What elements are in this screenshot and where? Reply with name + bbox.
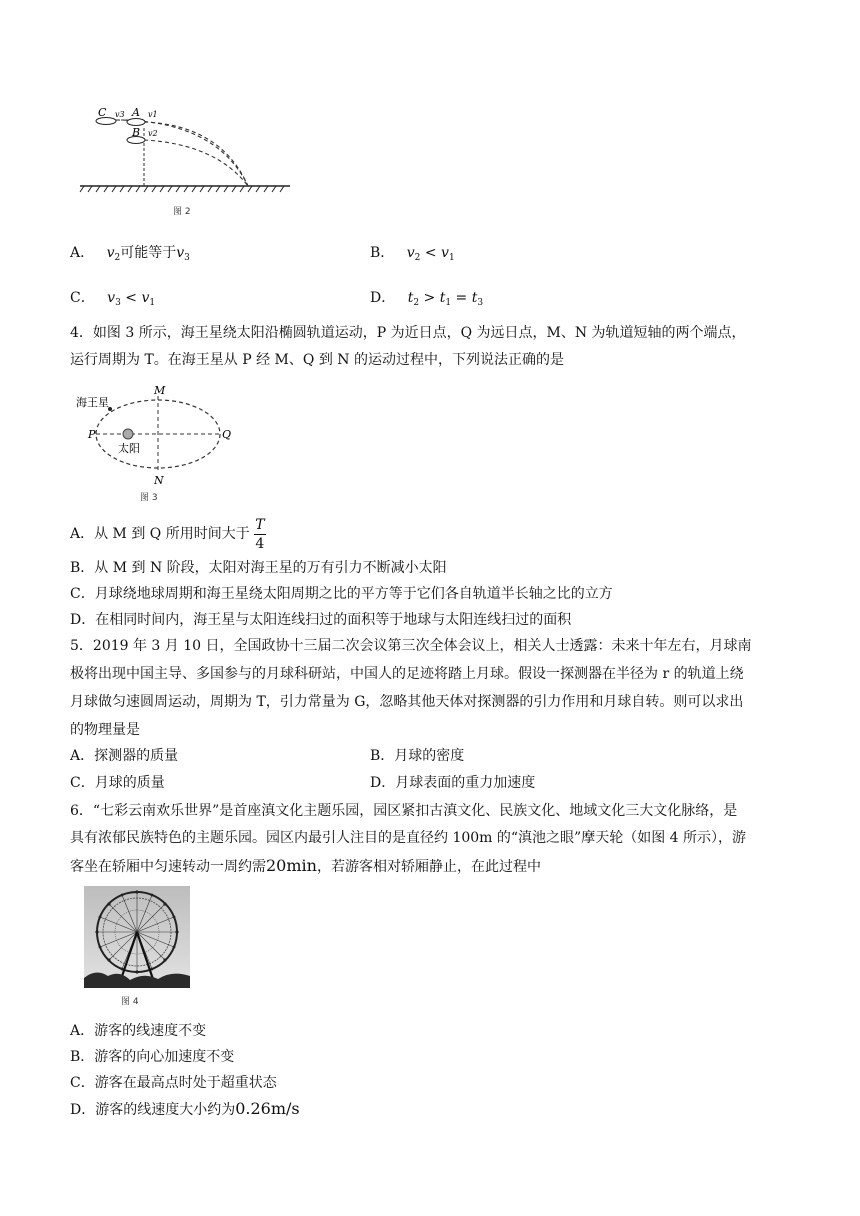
q5-option-d: D．月球表面的重力加速度 (370, 775, 536, 791)
fraction-denominator: 4 (255, 535, 265, 552)
label-a: A (132, 106, 140, 119)
q6-line-3-value: 20min (266, 856, 317, 875)
q6-option-d (70, 1099, 300, 1120)
q3-option-d-letter: D． (370, 290, 396, 306)
q6-option-c: C．游客在最高点时处于超重状态 (70, 1075, 277, 1091)
figure-2-caption: 图 2 (173, 207, 191, 217)
q5-line-1: 5．2019 年 3 月 10 日，全国政协十三届二次会议第三次全体会议上，相关人士透露：未来十年左右，月球南 (70, 638, 752, 654)
label-sun: 太阳 (118, 442, 140, 455)
q3-option-c-letter: C． (70, 290, 95, 306)
q5-line-3: 月球做匀速圆周运动，周期为 T，引力常量为 G，忽略其他天体对探测器的引力作用和月球自转。则可以求出 (70, 694, 744, 710)
q6-option-d-text: D．游客的线速度大小约为 (70, 1102, 236, 1118)
q6-line-3-post: ，若游客相对轿厢静止，在此过程中 (316, 859, 541, 875)
label-n: N (154, 474, 164, 487)
q6-line-3 (70, 856, 541, 877)
figure-3-drawing (70, 382, 250, 492)
q6-line-3-pre: 客坐在轿厢中匀速转动一周约需 (70, 859, 266, 875)
figure-3 (70, 382, 250, 502)
q5-option-a: A．探测器的质量 (70, 748, 179, 764)
q5-line-4: 的物理量是 (70, 722, 140, 738)
q4-stem-line-2: 运行周期为 T。在海王星从 P 经 M、Q 到 N 的运动过程中，下列说法正确的是 (70, 352, 564, 368)
label-c: C (98, 106, 107, 119)
q4-stem-line-1: 4．如图 3 所示，海王星绕太阳沿椭圆轨道运动，P 为近日点，Q 为远日点，M、N 为轨道短轴的两个端点， (70, 325, 746, 341)
label-v3: v3 (115, 110, 125, 119)
q3-option-b-letter: B． (370, 245, 395, 261)
figure-3-caption: 图 3 (140, 493, 158, 503)
label-b: B (132, 126, 141, 139)
label-q: Q (222, 428, 232, 441)
q3-option-b: B． $v_2 < v_1$ (370, 245, 455, 263)
label-v1: v1 (148, 110, 158, 119)
q4-option-a-text: A．从 M 到 Q 所用时间大于 (70, 526, 250, 542)
q6-line-1: 6．“七彩云南欢乐世界”是首座滇文化主题乐园，园区紧扣古滇文化、民族文化、地域文化三大文化脉络，是 (70, 803, 738, 819)
figure-2-drawing (76, 100, 296, 220)
q6-line-2: 具有浓郁民族特色的主题乐园。园区内最引人注目的是直径约 100m 的“滇池之眼”摩天轮（如图 4 所示），游 (70, 830, 747, 846)
q5-option-c: C．月球的质量 (70, 775, 165, 791)
q3-option-c: C． $v_3 < v_1$ (70, 290, 156, 308)
q4-option-b: B．从 M 到 N 阶段，太阳对海王星的万有引力不断减小太阳 (70, 560, 447, 576)
figure-4 (84, 886, 194, 1012)
fraction-t-over-4 (254, 516, 265, 553)
q3-option-a: A． $v_2$可能等于$v_3$ (70, 245, 190, 263)
figure-4-caption: 图 4 (121, 997, 139, 1007)
q6-option-d-value: 0.26m/s (235, 1099, 300, 1118)
ferris-wheel-photo (84, 886, 190, 988)
label-p: P (88, 428, 96, 441)
q4-option-a (70, 514, 266, 554)
q5-option-b: B．月球的密度 (370, 748, 465, 764)
q3-option-d: D． $t_2 > t_1 = t_3$ (370, 290, 484, 308)
label-m: M (154, 384, 166, 397)
q3-option-a-text: 可能等于 (120, 245, 177, 261)
q6-option-b: B．游客的向心加速度不变 (70, 1049, 235, 1065)
q4-option-d: D．在相同时间内，海王星与太阳连线扫过的面积等于地球与太阳连线扫过的面积 (70, 612, 572, 628)
label-v2: v2 (148, 129, 158, 138)
label-neptune: 海王星 (76, 396, 109, 409)
q6-option-a: A．游客的线速度不变 (70, 1023, 207, 1039)
q4-option-c: C．月球绕地球周期和海王星绕太阳周期之比的平方等于它们各自轨道半长轴之比的立方 (70, 586, 613, 602)
fraction-numerator: T (255, 516, 265, 533)
q3-option-a-letter: A． (70, 245, 95, 261)
figure-2 (76, 100, 296, 220)
q5-line-2: 极将出现中国主导、多国参与的月球科研站，中国人的足迹将踏上月球。假设一探测器在半径为 r 的轨道上绕 (70, 666, 744, 682)
